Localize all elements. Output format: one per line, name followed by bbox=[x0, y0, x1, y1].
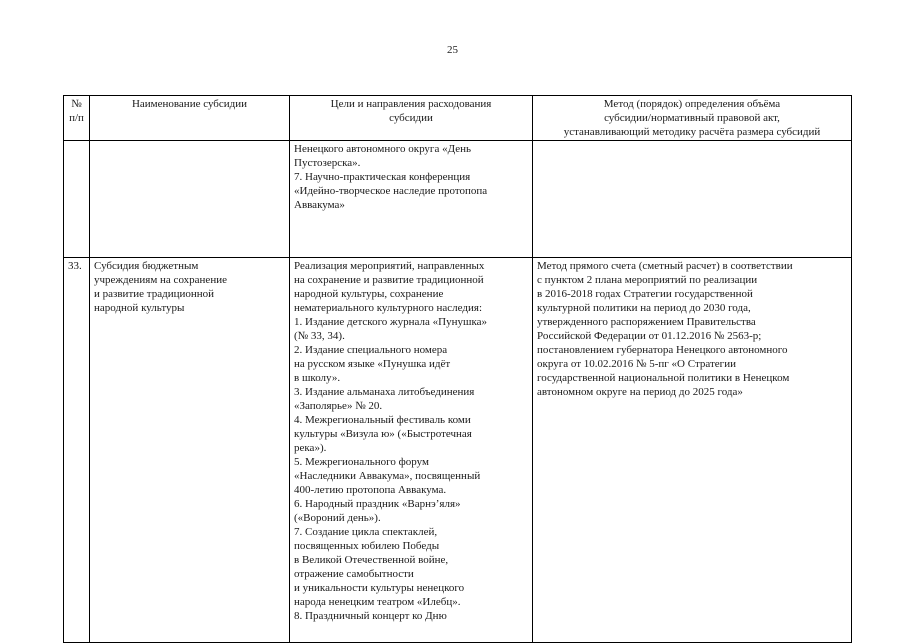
row-number: 33. bbox=[64, 258, 90, 643]
text-line: 6. Народный праздник «Варнэ’яля» bbox=[294, 498, 461, 510]
text-line: 400-летию протопопа Аввакума. bbox=[294, 484, 447, 496]
header-goals bbox=[290, 96, 533, 141]
text-line: субсидии/нормативный правовой акт, bbox=[604, 112, 780, 124]
text-line: народной культуры, сохранение bbox=[294, 288, 444, 300]
text-line: субсидии bbox=[389, 112, 433, 124]
text-line: Цели и направления расходования bbox=[330, 98, 492, 110]
table-row bbox=[64, 258, 852, 643]
text-line: 5. Межрегионального форум bbox=[294, 456, 429, 468]
text-line: Субсидия бюджетным bbox=[94, 260, 199, 272]
text-line: автономном округе на период до 2025 года» bbox=[537, 386, 743, 398]
text-line: постановлением губернатора Ненецкого автономного bbox=[537, 344, 788, 356]
text-line: посвященных юбилею Победы bbox=[294, 540, 440, 552]
text-line: 2. Издание специального номера bbox=[294, 344, 448, 356]
text-line: (№ 33, 34). bbox=[294, 330, 345, 342]
page-number: 25 bbox=[447, 44, 458, 56]
text-line: в Великой Отечественной войне, bbox=[294, 554, 449, 566]
text-line: «Заполярье» № 20. bbox=[294, 400, 383, 412]
text-line: Ненецкого автономного округа «День bbox=[294, 143, 471, 155]
text-line: в 2016-2018 годах Стратегии государственной bbox=[537, 288, 753, 300]
table-row bbox=[64, 141, 852, 258]
text-line: Пустозерска». bbox=[294, 157, 361, 169]
text-line: народной культуры bbox=[94, 302, 185, 314]
text-line: на русском языке «Пунушка идёт bbox=[294, 358, 451, 370]
cont-method-cell bbox=[533, 141, 852, 258]
text-line: в школу». bbox=[294, 372, 341, 384]
subsidy-table bbox=[63, 95, 852, 643]
text-line: нематериального культурного наследия: bbox=[294, 302, 482, 314]
subsidy-name-cell bbox=[90, 258, 290, 643]
text-line: «Наследники Аввакума», посвященный bbox=[294, 470, 481, 482]
text-line: и развитие традиционной bbox=[94, 288, 215, 300]
text-line: и уникальности культуры ненецкого bbox=[294, 582, 465, 594]
text-line: государственной национальной политики в Ненецком bbox=[537, 372, 790, 384]
table-header-row bbox=[64, 96, 852, 141]
text-line: устанавливающий методику расчёта размера субсидий bbox=[563, 126, 821, 138]
text-line: 7. Создание цикла спектаклей, bbox=[294, 526, 438, 538]
text-line: учреждениям на сохранение bbox=[94, 274, 227, 286]
text-line: 1. Издание детского журнала «Пунушка» bbox=[294, 316, 487, 328]
cont-goals-cell bbox=[290, 141, 533, 258]
text-line: п/п bbox=[69, 112, 84, 124]
header-num bbox=[64, 96, 90, 141]
text-line: Метод (порядок) определения объёма bbox=[603, 98, 781, 110]
text-line: «Идейно-творческое наследие протопопа bbox=[294, 185, 488, 197]
header-name bbox=[90, 96, 290, 141]
text-line: 4. Межрегиональный фестиваль коми bbox=[294, 414, 471, 426]
method-cell bbox=[533, 258, 852, 643]
text-line: Наименование субсидии bbox=[131, 98, 248, 110]
text-line: («Вороний день»). bbox=[294, 512, 381, 524]
text-line: отражение самобытности bbox=[294, 568, 414, 580]
text-line: Аввакума» bbox=[294, 199, 345, 211]
cont-num-cell bbox=[64, 141, 90, 258]
text-line: Реализация мероприятий, направленных bbox=[294, 260, 485, 272]
text-line: на сохранение и развитие традиционной bbox=[294, 274, 484, 286]
text-line: Российской Федерации от 01.12.2016 № 2563-р; bbox=[537, 330, 762, 342]
text-line: культуры «Визула ю» («Быстротечная bbox=[294, 428, 472, 440]
text-line: 3. Издание альманаха литобъединения bbox=[294, 386, 475, 398]
text-line: река»). bbox=[294, 442, 327, 454]
goals-cell bbox=[290, 258, 533, 643]
text-line: 8. Праздничный концерт ко Дню bbox=[294, 610, 447, 622]
text-line: утвержденного распоряжением Правительства bbox=[537, 316, 756, 328]
text-line: № bbox=[71, 98, 82, 110]
text-line: Метод прямого счета (сметный расчет) в соответствии bbox=[537, 260, 793, 272]
text-line: округа от 10.02.2016 № 5-пг «О Стратегии bbox=[537, 358, 736, 370]
text-line: культурной политики на период до 2030 года, bbox=[537, 302, 751, 314]
text-line: с пунктом 2 плана мероприятий по реализации bbox=[537, 274, 758, 286]
header-method bbox=[533, 96, 852, 141]
text-line: народа ненецким театром «Илебц». bbox=[294, 596, 461, 608]
cont-name-cell bbox=[90, 141, 290, 258]
text-line: 7. Научно-практическая конференция bbox=[294, 171, 471, 183]
